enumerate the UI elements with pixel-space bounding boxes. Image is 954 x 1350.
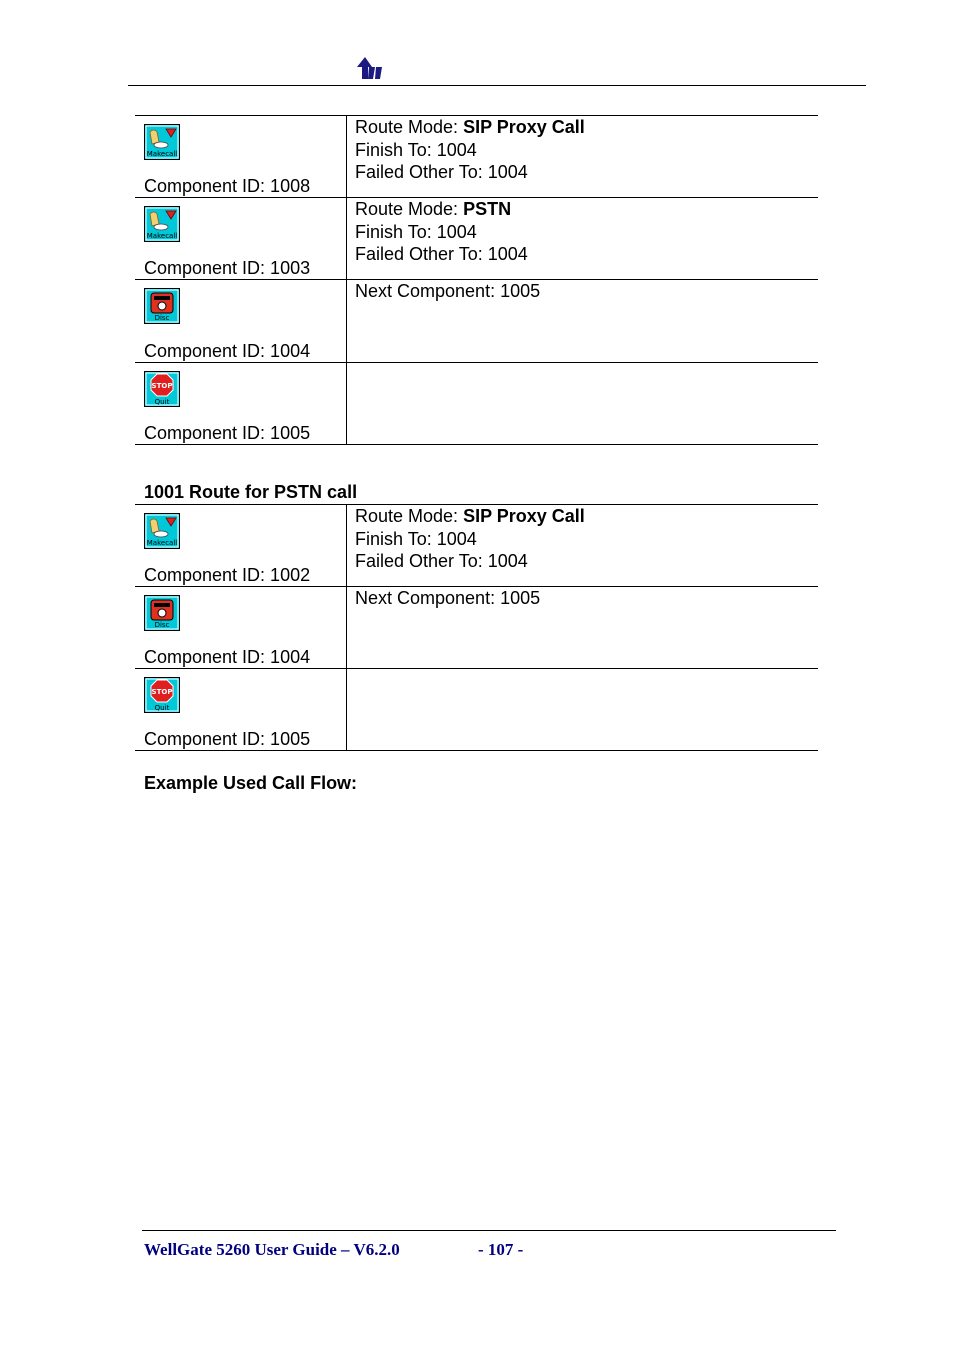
component-cell: [135, 363, 347, 444]
table-row: [135, 669, 818, 751]
table-row: [135, 587, 818, 669]
route-mode-value: PSTN: [463, 199, 512, 219]
route-mode-label: Route Mode:: [355, 117, 464, 137]
component-properties: [347, 280, 818, 362]
disc-icon: [144, 595, 180, 631]
route-mode-value: SIP Proxy Call: [463, 506, 585, 526]
route-mode-label: Route Mode:: [355, 506, 464, 526]
svg-text:STOP: STOP: [151, 688, 173, 696]
table-row: [135, 505, 818, 587]
svg-text:Quit: Quit: [154, 704, 170, 712]
component-cell: [135, 116, 347, 197]
svg-text:Makecall: Makecall: [146, 150, 178, 158]
table-row: [135, 198, 818, 280]
footer-guide-title: WellGate 5260 User Guide – V6.2.0: [144, 1240, 400, 1259]
component-cell: [135, 505, 347, 586]
component-properties: [347, 587, 818, 668]
svg-text:Disc: Disc: [154, 314, 170, 322]
next-component: Next Component: 1005: [355, 588, 541, 608]
quit-icon: [144, 371, 180, 407]
component-properties: [347, 116, 818, 197]
component-id-label: Component ID: 1005: [144, 729, 311, 749]
component-cell: [135, 198, 347, 279]
section-heading: 1001 Route for PSTN call: [144, 482, 358, 502]
quit-icon: [144, 677, 180, 713]
disc-icon: [144, 288, 180, 324]
component-properties: [347, 669, 818, 750]
makecall-icon: [144, 513, 180, 549]
failed-other-to: Failed Other To: 1004: [355, 162, 528, 182]
next-component: Next Component: 1005: [355, 281, 541, 301]
finish-to: Finish To: 1004: [355, 221, 477, 242]
component-table-2: [135, 504, 818, 751]
component-id-label: Component ID: 1008: [144, 176, 311, 196]
component-id-label: Component ID: 1004: [144, 647, 311, 667]
makecall-icon: [144, 206, 180, 242]
component-table-1: [135, 115, 818, 445]
finish-to: Finish To: 1004: [355, 139, 477, 160]
svg-text:STOP: STOP: [151, 382, 173, 390]
component-id-label: Component ID: 1002: [144, 565, 311, 585]
component-cell: [135, 587, 347, 668]
table-row: [135, 363, 818, 445]
svg-text:Makecall: Makecall: [146, 232, 178, 240]
svg-text:Quit: Quit: [154, 398, 170, 406]
table-row: [135, 280, 818, 363]
header-rule: [128, 85, 866, 86]
component-properties: [347, 363, 818, 444]
component-cell: [135, 669, 347, 750]
table-row: [135, 116, 818, 198]
component-cell: [135, 280, 347, 362]
route-mode-label: Route Mode:: [355, 199, 464, 219]
component-properties: [347, 505, 818, 586]
footer-rule: [142, 1230, 836, 1231]
failed-other-to: Failed Other To: 1004: [355, 244, 528, 264]
makecall-icon: [144, 124, 180, 160]
component-id-label: Component ID: 1003: [144, 258, 311, 278]
component-id-label: Component ID: 1005: [144, 423, 311, 443]
component-id-label: Component ID: 1004: [144, 341, 311, 361]
company-logo: [355, 55, 385, 81]
svg-text:Makecall: Makecall: [146, 539, 178, 547]
component-properties: [347, 198, 818, 279]
footer-page-number: - 107 -: [478, 1240, 524, 1259]
section-heading: Example Used Call Flow:: [144, 773, 358, 793]
failed-other-to: Failed Other To: 1004: [355, 551, 528, 571]
finish-to: Finish To: 1004: [355, 528, 477, 549]
svg-text:Disc: Disc: [154, 621, 170, 629]
route-mode-value: SIP Proxy Call: [463, 117, 585, 137]
